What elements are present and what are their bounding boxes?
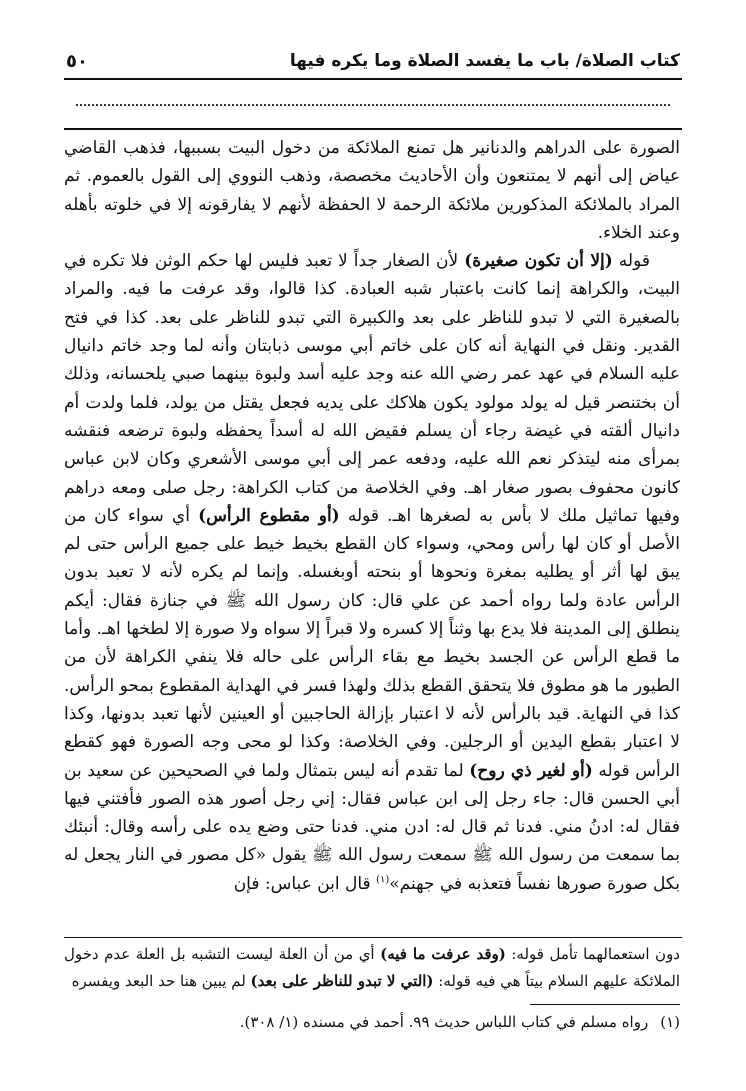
header-rule	[64, 78, 682, 80]
main-text-rule	[64, 128, 682, 130]
text-run: أي من أن العلة ليست التشبه بل العلة عدم دخول الملائكة عليهم السلام بيتاً هي فيه قوله:	[64, 945, 680, 990]
page-number: ٥٠	[66, 50, 88, 72]
quoted-phrase: (التي لا تبدو للناظر على بعد)	[250, 972, 434, 990]
paragraph	[64, 134, 680, 247]
quoted-phrase: (إلا أن تكون صغيرة)	[464, 251, 613, 272]
text-run: دون استعمالهما تأمل قوله:	[505, 945, 680, 963]
main-text	[64, 134, 680, 898]
paragraph	[64, 247, 680, 898]
footnote-rule	[530, 1004, 680, 1005]
footnote-reference[interactable]: (١)	[376, 874, 390, 886]
footnote-number: (١)	[660, 1013, 680, 1031]
text-run: لما تقدم أنه ليس بتمثال ولما في الصحيحين عن سعيد بن أبي الحسن قال: جاء رجل إلى ابن عباس فقال: إني رجل أصور هذه الصور فأفتني فيها فقال له: ادنُ مني. فدنا ثم قال له: ادن مني. فدنا حتى وضع يده على رأسه وقال: أنبئك بما سمعت من رسول الله ﷺ سمعت رسول الله ﷺ يقول «كل مصور في النار يجعل له بكل صورة صورها نفساً فتعذبه في جهنم»	[64, 760, 680, 894]
text-run: لأن الصغار جداً لا تعبد فليس لها حكم الوثن فلا تكره في البيت، والكراهة إنما كانت باعتبار شبه العبادة. كذا قالوا، وقد عرفت ما فيه. والمراد بالصغيرة التي لا تبدو للناظر على بعد والكبيرة التي تبدو للناظر على بعد. كذا في فتح القدير. ونقل في النهاية أنه كان على خاتم أبي موسى ذبابتان وأنه لما وجد خاتم دانيال عليه السلام في عهد عمر رضي الله عنه وجد عليه أسد ولبوة بينهما صبي يلحسانه، وذلك أن بختنصر قيل له يولد مولود يكون هلاكك على يديه فجعل يقتل من يولد، فلما ولدت أم دانيال ألقته في غيضة رجاء أن يسلم فقيض الله له أسداً يحفظه ولبوة ترضعه فنقشه بمرأى منه ليتذكر نعم الله عليه، ودفعه عمر إلى أبي موسى الأشعري وكان لابن عباس كانون محفوف بصور صغار اهـ. وفي الخلاصة من كتاب الكراهة: رجل صلى ومعه دراهم وفيها تماثيل ملك لا بأس به لصغرها اهـ. قوله	[64, 251, 680, 526]
chapter-title: كتاب الصلاة/ باب ما يفسد الصلاة وما يكره فيها	[289, 51, 680, 71]
text-run: أي سواء كان من الأصل أو كان لها رأس ومحي، وسواء كان القطع بخيط خيط على جميع الرأس حتى لم يبق لها أثر أو يطليه بمغرة ونحوها أو بنحته أوبغسله. وإنما لم يكره لأنه لا تعبد بدون الرأس عادة ولما رواه أحمد عن علي قال: كان رسول الله ﷺ في جنازة فقال: أيكم ينطلق إلى المدينة فلا يدع بها وثناً إلا كسره ولا قبراً إلا سواه ولا صورة إلا لطخها اهـ. وأما ما قطع الرأس عن الجسد بخيط مع بقاء الرأس على حاله فلا ينفي الكراهة لأن من الطيور ما هو مطوق فلا يتحقق القطع بذلك ولهذا فسر في الهداية المقطوع بمحو الرأس. كذا في النهاية. قيد بالرأس لأنه لا اعتبار بإزالة الحاجبين أو العينين لأنها تعبد بدونها، وكذا لا اعتبار بقطع اليدين أو الرجلين. وفي الخلاصة: وكذا لو محى وجه الصورة فهو كقطع الرأس قوله	[64, 505, 680, 781]
footnote-text: رواه مسلم في كتاب اللباس حديث ٩٩. أحمد في مسنده (١/ ٣٠٨).	[239, 1013, 649, 1031]
marginal-notes	[64, 941, 680, 995]
text-run: قال ابن عباس: فإن	[233, 873, 377, 894]
dotted-separator	[76, 104, 670, 106]
quoted-phrase: (أو مقطوع الرأس)	[198, 505, 340, 526]
footnote	[64, 1010, 680, 1034]
notes-paragraph	[64, 941, 680, 995]
quoted-phrase: (أو لغير ذي روح)	[469, 760, 593, 781]
text-run: لم يبين هنا حد البعد ويفسره	[71, 972, 251, 990]
paragraph-text: الصورة على الدراهم والدنانير هل تمنع الملائكة من دخول البيت بسببها، فذهب القاضي عياض إلى أنهم لا يمتنعون وأن الأحاديث مخصصة، وذهب النووي إلى القول بالعموم. ثم المراد بالملائكة المذكورين ملائكة الرحمة لا الحفظة لأنهم لا يفارقونه إلا في خلوته بأهله وعند الخلاء.	[64, 138, 680, 243]
quoted-phrase: (وقد عرفت ما فيه)	[380, 945, 506, 963]
running-header	[66, 48, 680, 74]
notes-rule	[64, 937, 682, 938]
text-run: قوله	[612, 251, 650, 272]
